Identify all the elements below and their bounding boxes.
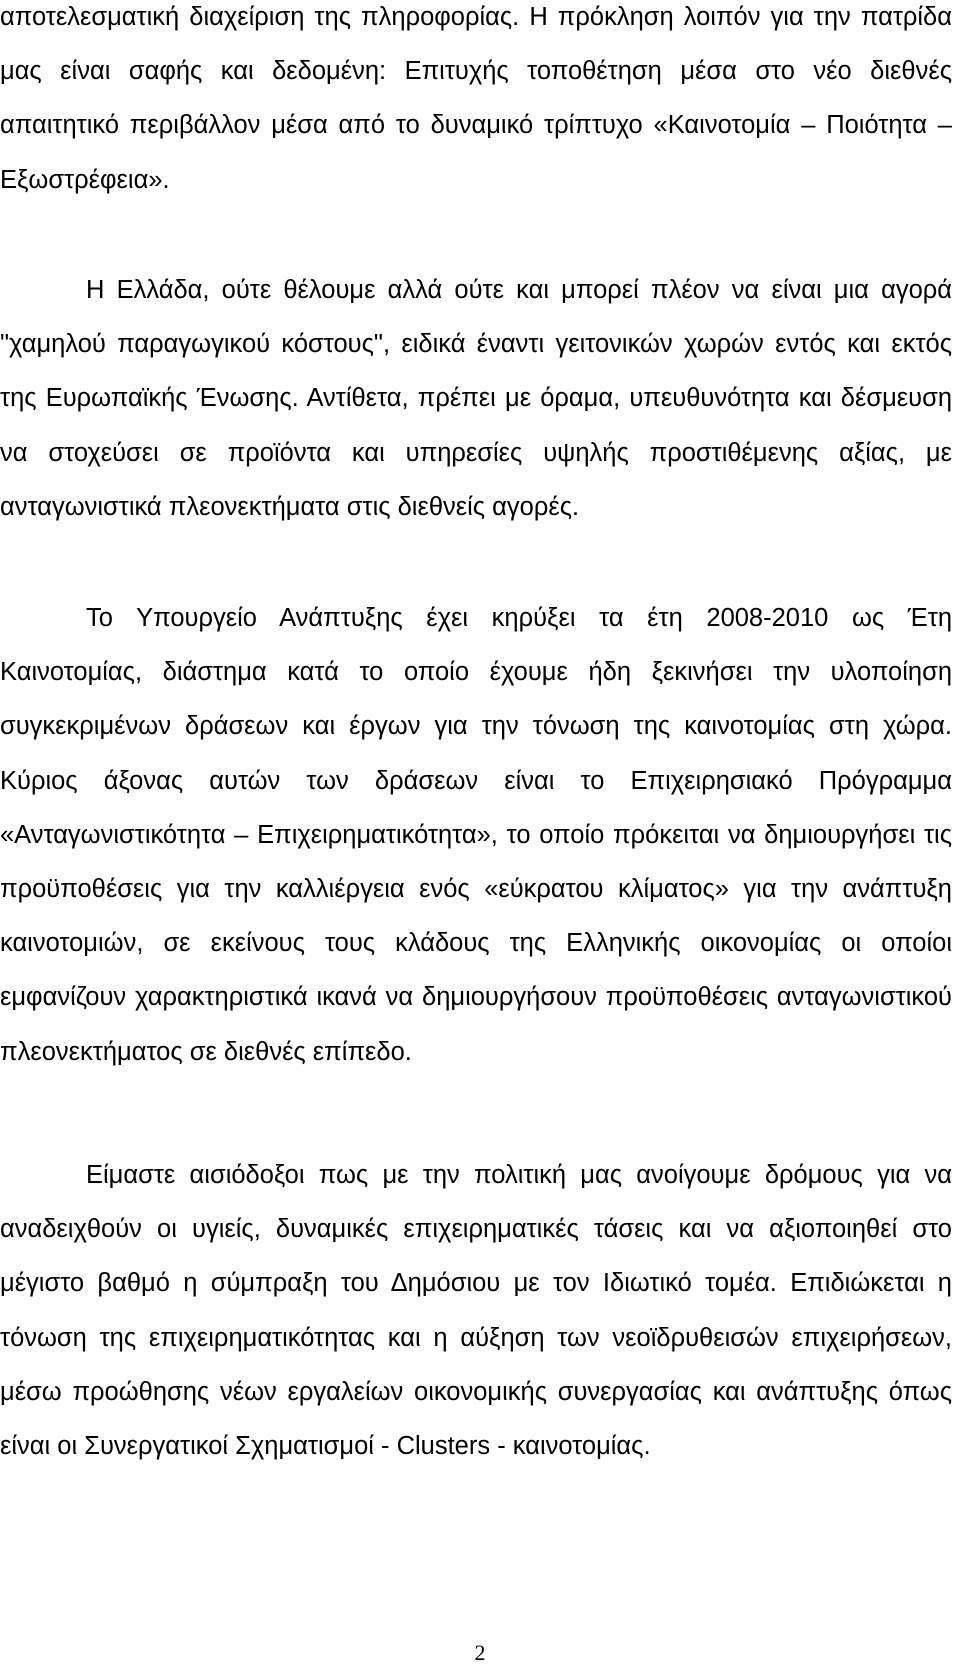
paragraph-optimism: Είμαστε αισιόδοξοι πως με την πολιτική μας ανοίγουμε δρόμους για να αναδειχθούν οι υγιείς, δυναμικές επιχειρηματικές τάσεις και να αξιοποιηθεί στο μέγιστο βαθμό η σύμπραξη του Δημόσιου με τον Ιδιωτικό τομέα. Επιδιώκεται η τόνωση της επιχειρηματικότητας και η αύξηση των νεοϊδρυθεισών επιχειρήσεων, μέσω προώθησης νέων εργαλείων οικονομικής συνεργασίας και ανάπτυξης όπως είναι οι Συνεργατικοί Σχηματισμοί - Clusters - καινοτομίας.	[0, 1161, 952, 1461]
paragraph-continuation: αποτελεσματική διαχείριση της πληροφορίας. Η πρόκληση λοιπόν για την πατρίδα μας είναι σαφής και δεδομένη: Επιτυχής τοποθέτηση μέσα στο νέο διεθνές απαιτητικό περιβάλλον μέσα από το δυναμικό τρίπτυχο «Καινοτομία – Ποιότητα – Εξωστρέφεια».	[0, 3, 952, 194]
paragraph-greece-market: Η Ελλάδα, ούτε θέλουμε αλλά ούτε και μπορεί πλέον να είναι μια αγορά "χαμηλού παραγωγικού κόστους", ειδικά έναντι γειτονικών χωρών εντός και εκτός της Ευρωπαϊκής Ένωσης. Αντίθετα, πρέπει με όραμα, υπευθυνότητα και δέσμευση να στοχεύσει σε προϊόντα και υπηρεσίες υψηλής προστιθέμενης αξίας, με ανταγωνιστικά πλεονεκτήματα στις διεθνείς αγορές.	[0, 276, 952, 521]
page-number: 2	[474, 1640, 486, 1665]
paragraph-innovation-years: Το Υπουργείο Ανάπτυξης έχει κηρύξει τα έτη 2008-2010 ως Έτη Καινοτομίας, διάστημα κατά το οποίο έχουμε ήδη ξεκινήσει την υλοποίηση συγκεκριμένων δράσεων και έργων για την τόνωση της καινοτομίας στη χώρα. Κύριος άξονας αυτών των δράσεων είναι το Επιχειρησιακό Πρόγραμμα «Ανταγωνιστικότητα – Επιχειρηματικότητα», το οποίο πρόκειται να δημιουργήσει τις προϋποθέσεις για την καλλιέργεια ενός «εύκρατου κλίματος» για την ανάπτυξη καινοτομιών, σε εκείνους τους κλάδους της Ελληνικής οικονομίας οι οποίοι εμφανίζουν χαρακτηριστικά ικανά να δημιουργήσουν προϋποθέσεις ανταγωνιστικού πλεονεκτήματος σε διεθνές επίπεδο.	[0, 604, 952, 1066]
